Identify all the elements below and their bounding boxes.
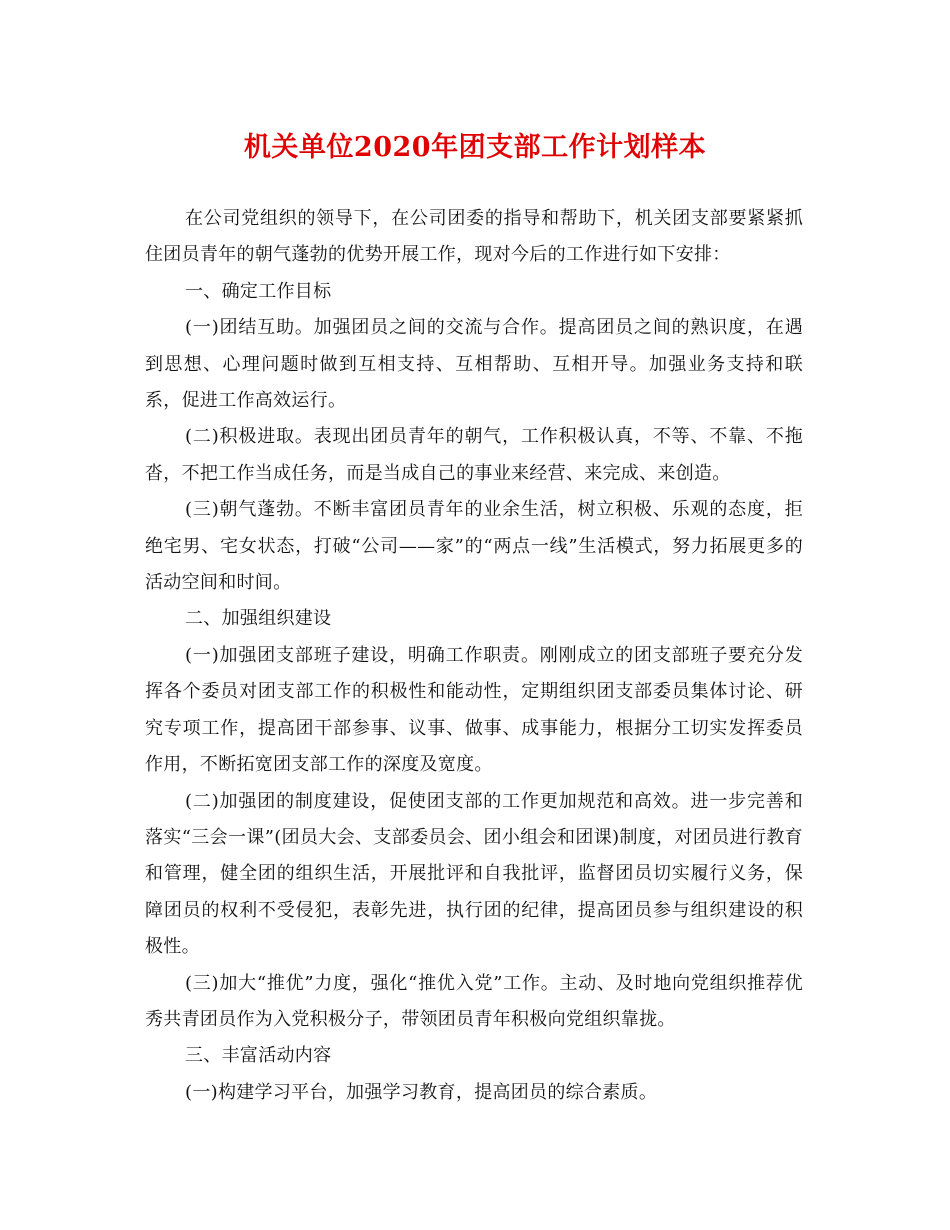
section-heading: 三、丰富活动内容: [185, 1045, 332, 1067]
paragraph: (二)加强团的制度建设，促使团支部的工作更加规范和高效。进一步完善和落实“三会一课”(团员大会、支部委员会、团小组会和团课)制度，对团员进行教育和管理，健全团的组织生活，开展批评和自我批评，监督团员切实履行义务，保障团员的权利不受侵犯，表彰先进，执行团的纪律，提高团员参与组织建设的积极性。: [145, 790, 803, 958]
paragraph: (三)朝气蓬勃。不断丰富团员青年的业余生活，树立积极、乐观的态度，拒绝宅男、宅女状态，打破“公司——家”的“两点一线”生活模式，努力拓展更多的活动空间和时间。: [145, 499, 803, 594]
section-heading: 二、加强组织建设: [185, 608, 332, 630]
paragraph: (一)加强团支部班子建设，明确工作职责。刚刚成立的团支部班子要充分发挥各个委员对团支部工作的积极性和能动性，定期组织团支部委员集体讨论、研究专项工作，提高团干部参事、议事、做事、成事能力，根据分工切实发挥委员作用，不断拓宽团支部工作的深度及宽度。: [145, 644, 803, 776]
paragraph: (一)构建学习平台，加强学习教育，提高团员的综合素质。: [185, 1081, 658, 1103]
document-title: 机关单位2020年团支部工作计划样本: [243, 132, 707, 163]
paragraph: (三)加大“推优”力度，强化“推优入党”工作。主动、及时地向党组织推荐优秀共青团员作为入党积极分子，带领团员青年积极向党组织靠拢。: [145, 972, 803, 1030]
paragraph: (一)团结互助。加强团员之间的交流与合作。提高团员之间的熟识度，在遇到思想、心理问题时做到互相支持、互相帮助、互相开导。加强业务支持和联系，促进工作高效运行。: [145, 317, 803, 412]
section-heading: 一、确定工作目标: [185, 280, 332, 302]
paragraph: 在公司党组织的领导下，在公司团委的指导和帮助下，机关团支部要紧紧抓住团员青年的朝气蓬勃的优势开展工作，现对今后的工作进行如下安排：: [145, 208, 803, 266]
document-body: [145, 201, 803, 1111]
paragraph: (二)积极进取。表现出团员青年的朝气，工作积极认真，不等、不靠、不拖沓，不把工作当成任务，而是当成自己的事业来经营、来完成、来创造。: [145, 426, 803, 484]
